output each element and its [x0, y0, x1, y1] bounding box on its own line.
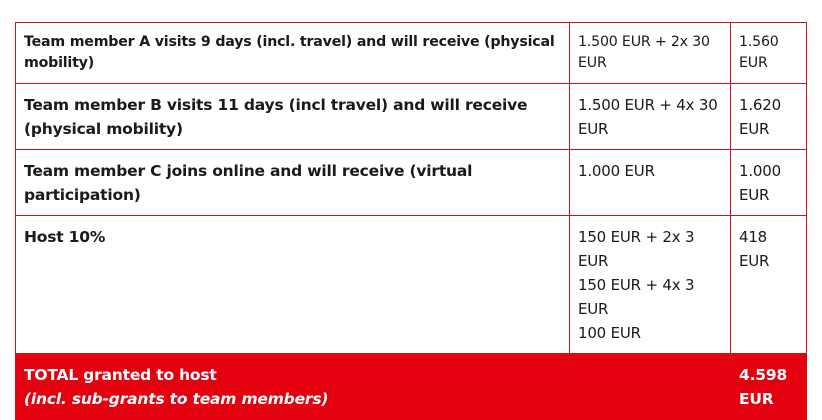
total-sublabel: (incl. sub-grants to team members)	[24, 390, 329, 408]
row-calculation	[570, 150, 731, 216]
grant-table	[15, 22, 807, 420]
table-row	[16, 84, 807, 150]
row-amount: 1.560 EUR	[731, 23, 807, 84]
table-row	[16, 23, 807, 84]
total-label-cell	[16, 354, 731, 420]
row-calculation	[570, 84, 731, 150]
total-amount: 4.598 EUR	[731, 354, 807, 420]
table-row	[16, 216, 807, 354]
row-amount: 1.000 EUR	[731, 150, 807, 216]
row-description: Team member B visits 11 days (incl travel) and will receive (physical mobility)	[16, 84, 570, 150]
calculation-line: 1.500 EUR + 2x 30 EUR	[578, 34, 710, 71]
row-calculation	[570, 216, 731, 354]
row-description: Team member A visits 9 days (incl. travel) and will receive (physical mobility)	[16, 23, 570, 84]
row-calculation	[570, 23, 731, 84]
calculation-line: 1.500 EUR + 4x 30 EUR	[578, 96, 718, 138]
row-amount: 418 EUR	[731, 216, 807, 354]
calculation-line: 100 EUR	[578, 324, 641, 342]
calculation-line: 1.000 EUR	[578, 162, 655, 180]
table-row	[16, 150, 807, 216]
row-description: Host 10%	[16, 216, 570, 354]
total-label: TOTAL granted to host	[24, 366, 217, 384]
calculation-line: 150 EUR + 2x 3 EUR	[578, 228, 695, 270]
total-row	[16, 354, 807, 420]
row-description: Team member C joins online and will receive (virtual participation)	[16, 150, 570, 216]
row-amount: 1.620 EUR	[731, 84, 807, 150]
grant-table-container	[15, 22, 807, 420]
calculation-line: 150 EUR + 4x 3 EUR	[578, 276, 695, 318]
